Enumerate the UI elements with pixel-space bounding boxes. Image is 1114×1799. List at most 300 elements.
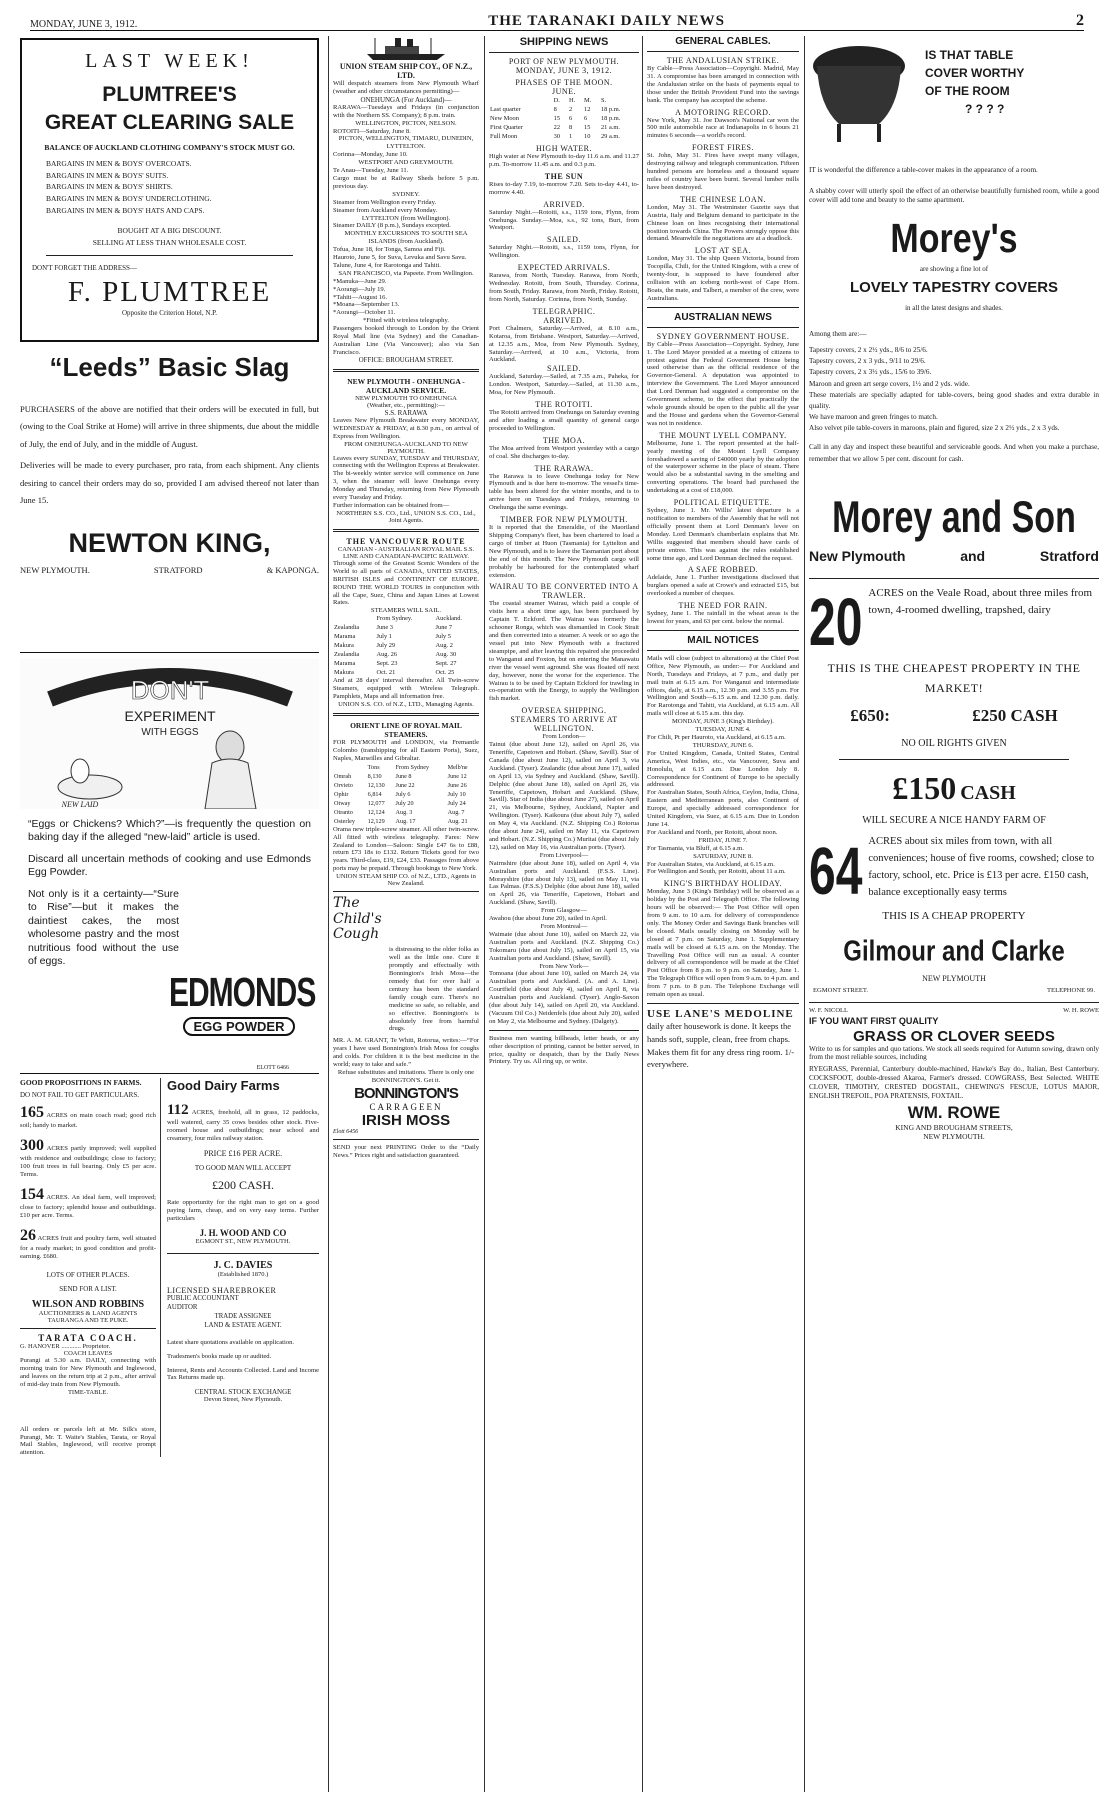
dairy-price: PRICE £16 PER ACRE.: [203, 1148, 283, 1158]
page-number: 2: [1076, 12, 1084, 29]
table-cell: 18 p.m.: [600, 106, 621, 113]
farms-column: [20, 1078, 161, 1457]
plumtree-headline-2: GREAT CLEARING SALE: [44, 111, 295, 134]
divider: [647, 307, 799, 308]
table-cell: Aug. 30: [435, 651, 457, 659]
cable-head: FOREST FIRES.: [692, 143, 754, 153]
overseas-head: OVERSEA SHIPPING.: [521, 706, 607, 716]
mail-body: Mails will close (subject to alterations) at the Chief Post Office, New Plymouth, as under:— For Auckland and North, Tuesdays and Fridays, at 7 p.m., and daily per mail train at 6.15 a.m. For Wanganui and intermediate offices, daily, at 6.15 a.m., 12.30 p.m. and 3.55 p.m. For Wellington and South—6.15 a.m. and 12.30 p.m. daily. For Rarotonga and Tahiti, via Auckland, at 6.15 a.m. All mails will close at 6.15 a.m. this day.: [647, 654, 799, 718]
morey-item: We have maroon and green fringes to match.: [809, 413, 938, 422]
table-cell: Zealandia: [334, 651, 360, 659]
union-line: Cargo must be at Railway Sheds before 5 p.m. previous day.: [333, 174, 479, 190]
onehunga-body: Leaves New Plymouth Breakwater every MONDAY, WEDNESDAY & FRIDAY, at 8.30 p.m., on arrival of Express from Wellington.: [333, 416, 479, 440]
bargain-item: BARGAINS IN MEN & BOYS' HATS AND CAPS.: [46, 205, 205, 215]
edmonds-ad: [20, 659, 319, 1074]
table-cell: Makura: [334, 642, 354, 650]
banner-text-2: EXPERIMENT: [124, 708, 216, 724]
holiday-head: KING'S BIRTHDAY HOLIDAY.: [663, 879, 783, 889]
table-cell: Ophir: [334, 790, 349, 798]
table-cell: Aug. 26: [376, 651, 398, 659]
table-row: [489, 123, 639, 132]
table-cell: Marama: [334, 633, 356, 641]
aus-item: [647, 431, 799, 495]
table-cell: Last quarter: [490, 106, 521, 113]
orient-body: FOR PLYMOUTH and LONDON, via Fremantle Colombo (transhipping for all Eastern Ports), Suez, Naples, Marseilles and Gibraltar.: [333, 739, 479, 762]
bargain-item: BARGAINS IN MEN & BOYS' OVERCOATS.: [46, 159, 192, 168]
from-liverpool: From Liverpool—: [539, 851, 589, 859]
table-row: [333, 808, 479, 817]
table-question: [925, 46, 1024, 118]
table-cell: June 26: [447, 781, 467, 789]
rowe-body-2: RYEGRASS, Perennial, Canterbury double-machined, Hawke's Bay do., Italian, Best Canterbury. COCKSFOOT, double-dressed Akaroa, Farmer's dressed. COWGRASS, Best Selected. WHITE CLOVER, TIMOTHY, CRESTED DOGSTAIL, CHEWING'S FESCUE, LOTUS MAJOR, ENGLISH TREFOIL, POA PRATENSIS, FOXTAIL.: [809, 1065, 1099, 1100]
davies-role: AUDITOR: [167, 1304, 198, 1312]
table-cell: Oct. 25: [435, 669, 455, 677]
table-header-cell: H.: [568, 97, 576, 104]
morey-p2: A shabby cover will utterly spoil the effect of an otherwise beautifully furnished room, while a good cover will add tone and beauty to the same apartment.: [809, 186, 1099, 204]
timber-head: TIMBER FOR NEW PLYMOUTH.: [500, 515, 628, 525]
tele-head: TELEGRAPHIC.: [532, 306, 596, 316]
gilmour-20-acres: [809, 585, 1099, 661]
union-line: RARAWA—Tuesdays and Fridays (in conjunction with the Northern SS. Company); 8 p.m. train.: [333, 103, 479, 119]
from-new-york: From New York—: [539, 962, 589, 970]
vancouver-foot: And at 28 days' interval thereafter. All Twin-screw Steamers, equipped with Wireless Telegraph. Pamphlets, Maps and all information free.: [333, 677, 479, 701]
dairy-accept: TO GOOD MAN WILL ACCEPT: [194, 1163, 292, 1172]
gilmour-150: [809, 770, 1099, 807]
dairy-listing: [167, 1101, 319, 1143]
farms-firm-loc: TAURANGA AND TE PUKE.: [47, 1317, 129, 1324]
table-cell: New Moon: [490, 115, 519, 122]
overseas-body: Tainui (due about June 12), sailed on April 26, via Teneriffe, Capetown and Hobart. (Shaw, Savill). Star of Canada (due about June 12), sailed on April 3, via Auckland. (Tyser). Zealandic (due about June 17), sailed on April 13, via Sydney and Auckland. (Shaw, Savill). Delphic (due about June 18), sailed on April 26, via Teneriffe, Capetown, Hobart and Auckland. (Shaw, Savill). Star of India (due about June 27), sailed on April 21, via Melbourne, Sydney, Auckland, Napier and Wellington. (Tyser). Kaikoura (due about July 7), sailed on May 4, via Auckland. (N.Z. Shipping Co.) Rotorua (due about June 24), sailed on May 11, via Capetown and Hobart. (N.Z. Shipping Co.) Muritai (due about July 12), sailed on May 16, via Australian ports. (Tyser).: [489, 741, 639, 851]
plumtree-name: F. PLUMTREE: [67, 276, 272, 309]
davies-licensed: LICENSED SHAREBROKER: [167, 1286, 277, 1296]
table-row: [333, 659, 479, 668]
aus-item: [647, 601, 799, 626]
union-line: *Moana—September 13.: [333, 301, 400, 309]
expected-head: EXPECTED ARRIVALS.: [517, 263, 611, 273]
table-cell: Oct. 21: [376, 669, 396, 677]
table-cell: Sept. 27: [435, 660, 457, 668]
table-cell: 15: [553, 115, 561, 122]
table-cell: June 22: [395, 781, 415, 789]
leeds-body-2: Deliveries will be made to every purchaser, pro rata, from each shipment. Any clients desiring to cancel their orders may do so, provided I am advised thereof not later than June 15.: [20, 460, 319, 506]
morey-location: New Plymouth: [809, 547, 906, 564]
table-cell: Orvieto: [334, 781, 353, 789]
vancouver-sail: STEAMERS WILL SAIL.: [370, 607, 442, 615]
cable-item: [647, 246, 799, 302]
cable-head: A MOTORING RECORD.: [675, 107, 771, 117]
arrived-body: Saturday Night.—Rotoiti, s.s., 1159 tons, Flynn, from Onehunga. Sunday.—Moa, s.s., 92 tons, Burt, from Westport.: [489, 208, 639, 232]
union-line: ROTOITI—Saturday, June 8.: [333, 127, 411, 135]
mail-item: MONDAY, JUNE 3 (King's Birthday).: [672, 718, 774, 726]
plumtree-ad: [20, 38, 319, 342]
aus-head: THE NEED FOR RAIN.: [678, 601, 768, 611]
column-2: [328, 36, 479, 1792]
union-title: UNION STEAM SHIP COY., OF N.Z., LTD.: [339, 62, 473, 80]
steamship-icon: [361, 36, 451, 62]
column-5: [804, 36, 1099, 1792]
divider: [809, 578, 1099, 579]
tarata-footer: All orders or parcels left at Mr. Silk's store, Purangi, Mr. T. Waite's Stables, Tarata, or Royal Mail Stables, Inglewood, will receive prompt attention.: [20, 1425, 156, 1457]
leeds-body-1: PURCHASERS of the above are notified that their orders will be executed in full, but (owing to the Coal Strike at Home) will arrive in three shipments, due about the middle of July, the end of July, and in the middle of August.: [20, 404, 319, 449]
aus-head: A SAFE ROBBED.: [687, 565, 759, 575]
table-row: [489, 105, 639, 114]
plumtree-selling: SELLING AT LESS THAN WHOLESALE COST.: [92, 238, 247, 248]
rotoiti-head: THE ROTOITI.: [535, 400, 593, 410]
table-row: [333, 799, 479, 808]
table-cell: Marama: [334, 660, 356, 668]
bonnington-script: The Child's Cough: [333, 895, 382, 942]
farm-acres: 300: [20, 1137, 44, 1155]
union-line: SAN FRANCISCO, via Papeete. From Wellington.: [338, 269, 474, 277]
rowe-right: W. H. ROWE: [1063, 1006, 1099, 1014]
morey-son-name: Morey and Son: [832, 492, 1076, 543]
table-cell: Aug. 21: [447, 817, 468, 825]
davies-role: TRADE ASSIGNEE: [214, 1313, 272, 1321]
table-cell: First Quarter: [490, 124, 523, 131]
union-line: WELLINGTON, PICTON, NELSON.: [355, 119, 457, 127]
mail-item: For United Kingdom, Canada, United States, Central America, West Indies, etc., via Vancouver, Suva and Honolulu, at 6.15 a.m. Due London July 8. Correspondence for Continent of Europe to be specially addressed.: [647, 749, 799, 789]
newton-king-name: NEWTON KING,: [68, 527, 271, 558]
table-cell: Otway: [334, 799, 351, 807]
shipping-phases: PHASES OF THE MOON.: [515, 78, 613, 87]
union-line: LYTTELTON (from Wellington).: [361, 214, 451, 222]
aus-head: POLITICAL ETIQUETTE.: [673, 498, 773, 508]
table-header-cell: Melb'ne: [447, 763, 468, 771]
table-leg: [837, 124, 841, 142]
union-line: Corinna—Monday, June 10.: [333, 151, 408, 159]
moa-body: The Moa arrived from Westport yesterday with a cargo of coal. She discharges to-day.: [489, 444, 639, 460]
vancouver-table: [333, 614, 479, 677]
column-3: [484, 36, 639, 1792]
morey-item: Tapestry covers, 2 x 3½ yds., 15/6 to 39/6.: [809, 368, 932, 377]
table-cell: 18 p.m.: [600, 115, 621, 122]
morey-showing: are showing a fine lot of: [919, 265, 989, 274]
union-line: *Aorangi—July 19.: [333, 285, 386, 293]
masthead-title: THE TARANAKI DAILY NEWS: [488, 13, 726, 29]
onehunga-weather: (Weather, etc., permitting):—: [367, 401, 445, 409]
question-line: ? ? ? ?: [965, 102, 1005, 116]
bonnington-brand: BONNINGTON'S: [354, 1084, 458, 1102]
cable-head: THE ANDALUSIAN STRIKE.: [666, 56, 780, 65]
moa-head: THE MOA.: [542, 435, 586, 445]
onehunga-sub: NEW PLYMOUTH TO ONEHUNGA: [355, 394, 457, 402]
tarata-body: Purangi at 5.30 a.m. DAILY, connecting with morning train for New Plymouth and Inglewood, and leaves on the return trip at 2 p.m., after arrival of mid-day train from New Plymouth.: [20, 1357, 156, 1388]
morey-locations: [809, 548, 1099, 564]
table-header: [333, 763, 479, 772]
bowl: [58, 775, 122, 799]
mail-item: For Australian States, via Auckland, at 6.15 a.m.: [647, 860, 775, 868]
davies-roles: [167, 1295, 319, 1330]
farm-listing: [20, 1185, 156, 1220]
table-cell: Omrah: [334, 772, 352, 780]
table-cell: Aug. 2: [435, 642, 453, 650]
banner-text-1: DON'T: [130, 675, 210, 705]
edmonds-illustration: [20, 659, 319, 809]
farms-sub: DO NOT FAIL TO GET PARTICULARS.: [20, 1091, 139, 1099]
table-cell: Makura: [334, 669, 354, 677]
morey-items: [809, 345, 1099, 434]
newton-king-places: [20, 565, 319, 575]
aus-head: SYDNEY GOVERNMENT HOUSE.: [656, 331, 790, 341]
farm-desc: ACRES fruit and poultry farm, well situated for a ready market; in good condition and profit-earning. £680.: [20, 1235, 156, 1261]
aus-body: By Cable—Press Association—Copyright. Sydney, June 1. The Lord Mayor presided at a meeting of citizens to protest against the Federal Government House being used otherwise than as the official residence of the Governor-General. A deputation was appointed to interview the Government. The Lord Mayor announced that Lord Denman had suggested a compromise on the Government scheme, to the effect that practically the whole grounds should be open to the public all the year and the House and gardens when the Governor-General was not in residence.: [647, 340, 799, 427]
rowe-title: GRASS OR CLOVER SEEDS: [853, 1027, 1055, 1045]
table-cell: July 10: [447, 790, 466, 798]
sailed-head: SAILED.: [547, 235, 581, 245]
divider: [839, 759, 1069, 760]
rowe-name: WM. ROWE: [907, 1103, 1001, 1123]
cable-item: [647, 143, 799, 192]
divider: [167, 1253, 319, 1254]
bonnington-refuse: Refuse substitutes and imitations. There is only one BONNINGTON'S. Get it.: [337, 1068, 475, 1084]
aus-item: [647, 332, 799, 428]
davies-addr: Devon Street, New Plymouth.: [203, 1396, 283, 1404]
gilmour-cheap-2: THIS IS A CHEAP PROPERTY: [882, 909, 1026, 922]
tarata-timetable: TIME-TABLE.: [67, 1388, 109, 1396]
edmonds-question: “Eggs or Chickens? Which?”—is frequently the question on baking day if the alleged “new-laid” article is used.: [28, 818, 311, 844]
dairy-agent: J. H. WOOD AND CO: [199, 1228, 287, 1239]
farm-desc: ACRES on main coach road; good rich soil; handy to market.: [20, 1112, 156, 1130]
mail-item: FRIDAY, JUNE 7.: [698, 836, 748, 844]
gilmour-acres-number: 64: [809, 835, 863, 911]
gilmour-price: £650:: [850, 706, 890, 726]
leeds-title: “Leeds” Basic Slag: [49, 352, 290, 382]
morey-among: Among them are:—: [809, 330, 867, 339]
onehunga-details: Further information can be obtained from—: [333, 501, 450, 509]
table-cell: June 8: [395, 772, 412, 780]
divider: [647, 327, 799, 328]
farm-desc: ACRES partly improved; well supplied with residence and outbuildings; close to factory; 100 fruit trees in full bearing. Only £5 per acre. Terms.: [20, 1145, 156, 1179]
table-cell: 22: [553, 124, 561, 131]
vancouver-title: THE VANCOUVER ROUTE: [346, 536, 466, 546]
gilmour-acres-text: ACRES on the Veale Road, about three miles from town, 4-roomed dwelling, trapshed, dairy: [868, 586, 1093, 616]
cable-head: LOST AT SEA.: [694, 246, 752, 256]
plumtree-dont-forget: DON'T FORGET THE ADDRESS—: [32, 264, 137, 273]
davies-name: J. C. DAVIES: [213, 1260, 273, 1272]
cable-item: [647, 56, 799, 105]
plumtree-bought: BOUGHT AT A BIG DISCOUNT.: [117, 226, 222, 236]
table-row: [333, 772, 479, 781]
aus-title: AUSTRALIAN NEWS: [674, 311, 772, 323]
from-london: From London—: [542, 733, 586, 741]
davies-role: LAND & ESTATE AGENT.: [204, 1321, 282, 1329]
woman-dress: [205, 759, 256, 809]
mail-title: MAIL NOTICES: [687, 634, 759, 646]
aus-body: Sydney, June 1. Mr. Willis' latest departure is a notification to members of the Assembly that he will not officially present them at Lord Denman's levee on Monday. Lord Denman's chamberlain explains that Mr. Willis suggested that members should have cards of private entree. This was against the rules established some time ago, and Lord Denman declined the request.: [647, 507, 799, 562]
rowe-addr-1: KING AND BROUGHAM STREETS,: [895, 1123, 1013, 1133]
farms-firm: WILSON AND ROBBINS: [31, 1299, 145, 1310]
table-cell: 2: [568, 106, 573, 113]
bargain-item: BARGAINS IN MEN & BOYS' SHIRTS.: [46, 182, 173, 192]
from-montreal: From Montreal—: [540, 922, 588, 930]
egg: [71, 759, 89, 783]
tarata-coach: COACH LEAVES: [63, 1350, 113, 1357]
table-cell: July 6: [395, 790, 411, 798]
dairy-rate: Rate opportunity for the right man to get on a good paying farm, cheap, and on very easy terms. Further particulars: [167, 1198, 319, 1222]
shipping-june: JUNE.: [551, 87, 577, 96]
gilmour-64-acres: [809, 834, 1099, 911]
table-cell: 21 a.m.: [600, 124, 620, 131]
table-illustration: [809, 36, 909, 146]
montreal-body: Waimate (due about June 10), sailed on March 22, via Australian ports and Auckland. (N.Z. Shipping Co.) Tokomaru (due about July 15), sailed on April 15, via Australian ports and Auckland. (Shaw, Savill).: [489, 930, 639, 962]
orient-table: [333, 763, 479, 826]
table-cover-art: [809, 36, 1099, 156]
table-cell: 6: [584, 115, 588, 122]
masthead-date: MONDAY, JUNE 3, 1912.: [30, 19, 138, 30]
table-cell: Zealandia: [334, 624, 360, 632]
edmonds-artist: ELOTT 6466: [256, 1065, 289, 1071]
union-onehunga: ONEHUNGA (For Auckland)—: [360, 95, 452, 104]
gilmour-street: EGMONT STREET.: [813, 986, 869, 994]
table-header: [333, 614, 479, 623]
rowe-header: [809, 1007, 1099, 1014]
table-cell: Full Moon: [490, 133, 518, 140]
morey-item: Tapestry covers, 2 x 2½ yds., 8/6 to 25/6.: [809, 346, 928, 355]
table-cell: 12,077: [367, 799, 385, 807]
table-cell: 12,129: [367, 817, 385, 825]
union-line: *Aorangi—October 11.: [333, 309, 396, 317]
divider: [647, 630, 799, 631]
gilmour-secure: WILL SECURE A NICE HANDY FARM OF: [862, 815, 1046, 827]
aus-body: Adelaide, June 1. Further investigations disclosed that burglars opened a safe at Crowe's and extracted £15, but overlooked a number of cheques.: [647, 574, 799, 598]
place: & KAPONGA.: [266, 564, 319, 575]
cable-body: London, May 31. The ship Queen Victoria, bound from Tocopilla, Chili, for the United Kingdom, with a crew of twenty-four, is supposed to have foundered after collision with an iceberg north-west of Cape Horn. Boats, the mate, and Talbert, a member of the crew, were Australians.: [647, 255, 799, 302]
morey-item: Also velvet pile table-covers in maroons, plain and figured, size 2 x 2½ yds., 2 x 3 yds.: [809, 424, 1060, 433]
table-row: [333, 668, 479, 677]
union-foot: Passengers booked through to London by the Orient Royal Mail line (via Sydney) and the Canadian-Australian Line (Via Vancouver); also via San Francisco.: [333, 325, 479, 356]
aus-item: [647, 498, 799, 562]
divider: [333, 1139, 479, 1140]
place: NEW PLYMOUTH.: [20, 564, 90, 575]
aus-body: Melbourne, June 1. The report presented at the half-yearly meeting of the Mount Lyell Company foreshadowed a saving of £40000 yearly by the adoption of the waterpower scheme in the place of steam. There would also be a substantial saving in the smelting and converting operations. The board had purchased the undertaking at a cost of £18,000.: [647, 439, 799, 495]
rowe-ad: [809, 1007, 1099, 1142]
tarata-prop: G. HANOVER ............ Proprietor.: [20, 1343, 111, 1350]
table-row: [333, 641, 479, 650]
farm-desc: ACRES. An ideal farm, well improved; close to factory; splendid house and outbuildings. £10 per acre. Terms.: [20, 1194, 156, 1220]
edmonds-logo: [169, 971, 316, 1049]
vancouver-body: Through some of the Greatest Scenic Wonders of the World to all parts of CANADA, UNITED STATES, BRITISH ISLES and CONTINENT OF EUROPE. ROUND THE WORLD TOURS in conjunction with all the Cape, Suez, China and Japan Lines at Lowest Rates.: [333, 559, 479, 607]
table-cell: 8,130: [367, 772, 382, 780]
leeds-ad: [20, 352, 319, 653]
table-cell: 1: [568, 133, 573, 140]
column-1: [20, 36, 319, 1792]
aus-head: THE MOUNT LYELL COMPANY.: [659, 430, 787, 440]
dairy-agent-addr: EGMONT ST., NEW PLYMOUTH.: [195, 1238, 291, 1246]
farm-acres: 26: [20, 1227, 36, 1244]
farms-lots: LOTS OF OTHER PLACES.: [46, 1271, 130, 1279]
table-row: [333, 781, 479, 790]
printing-notice: SEND your next PRINTING Order to the “Daily News.” Prices right and satisfaction guaranteed.: [333, 1143, 479, 1159]
union-line: SYDNEY.: [392, 190, 420, 198]
dairy-cash: £200 CASH.: [211, 1177, 274, 1192]
table-cell: Aug. 7: [447, 808, 465, 816]
davies-p2: Tradesmen's books made up or audited.: [167, 1352, 272, 1360]
plumtree-headline-1: PLUMTREE'S: [102, 83, 237, 106]
farm-listing: [20, 1136, 156, 1179]
farm-acres: 165: [20, 1104, 44, 1121]
cable-item: [647, 108, 799, 141]
table-cell: Aug. 17: [395, 817, 416, 825]
cable-item: [647, 195, 799, 244]
farms-title: GOOD PROPOSITIONS IN FARMS.: [20, 1078, 142, 1087]
rowe-addr-2: NEW PLYMOUTH.: [923, 1132, 985, 1142]
question-line: IS THAT TABLE: [925, 48, 1014, 62]
table-cell: 6: [568, 115, 573, 122]
dairy-title: Good Dairy Farms: [167, 1078, 280, 1093]
gilmour-name: Gilmour and Clarke: [843, 934, 1065, 968]
edmonds-brand: EDMONDS: [169, 971, 316, 1016]
cables-title: GENERAL CABLES.: [675, 36, 771, 47]
arrived-head: ARRIVED.: [543, 199, 585, 209]
table-header-cell: From Sydney: [395, 763, 430, 771]
rowe-left: W. F. NICOLL: [809, 1006, 848, 1014]
table-row: [333, 632, 479, 641]
union-line: Steamer DAILY (8 p.m.), Sundays excepted.: [333, 222, 451, 230]
divider: [647, 650, 799, 651]
table-cell: 29 a.m.: [600, 133, 620, 140]
shipping-date: MONDAY, JUNE 3, 1912.: [515, 66, 613, 75]
table-header-cell: Auckland.: [435, 615, 462, 623]
bonnington-artist: Elott 6456: [333, 1128, 359, 1135]
table-row: [333, 790, 479, 799]
dairy-column: [167, 1078, 319, 1457]
farm-acres: 154: [20, 1186, 44, 1203]
ny-body: Tomoana (due about June 10), sailed on March 24, via Australian ports and Auckland. (A. and A. Line). Courtfield (due about July 4), sailed on April 8, via Australian ports and Auckland. (Tyser). Anglo-Saxon (due about July 14), sailed on April 20, via Auckland. (Vacuum Oil Co.) Neidenfels (due about July 20), sailed on May 2, via Melbourne and Sydney. (Dalgety).: [489, 970, 639, 1025]
woman-head: [216, 731, 244, 763]
gilmour-ad: [809, 585, 1099, 994]
onehunga-agents: NORTHERN S.S. CO., Ltd., UNION S.S. CO., Ltd., Joint Agents.: [336, 509, 476, 524]
rowe-want: IF YOU WANT FIRST QUALITY: [809, 1015, 939, 1026]
bottom-ads-row: [20, 1078, 319, 1457]
table-cell: 30: [553, 133, 561, 140]
mail-item: For Tasmania, via Bluff, at 6.15 a.m.: [647, 844, 744, 852]
davies-p3: Interest, Rents and Accounts Collected. Land and Income Tax Returns made up.: [167, 1366, 319, 1382]
union-line: Steamer from Auckland every Monday.: [333, 206, 438, 214]
table-cell: June 12: [447, 772, 467, 780]
gilmour-footer: [809, 987, 1099, 994]
table-header-cell: Tons: [367, 763, 380, 771]
table-cell: July 20: [395, 799, 414, 807]
table-cell: July 5: [435, 633, 451, 641]
mail-schedule: [647, 718, 799, 876]
table-row: [333, 650, 479, 659]
mail-item: SATURDAY, JUNE 8.: [693, 852, 753, 860]
davies-exchange: CENTRAL STOCK EXCHANGE: [194, 1388, 292, 1397]
table-row: [489, 132, 639, 141]
cable-body: St. John, May 31. Fires have swept many villages, destroying railway and telegraph communication. Fifteen hundred persons are homeless and a thousand square miles of country have been burnt. Several lumber mills have been destroyed.: [647, 152, 799, 191]
masthead: [30, 10, 1084, 31]
bonnington-brand-2: CARRAGEEN: [369, 1101, 443, 1112]
glasgow-body: Awahou (due about June 20), sailed in April.: [489, 915, 607, 923]
gilmour-price-row: [809, 706, 1099, 726]
egg-label: NEW LAID: [61, 800, 99, 809]
expected-body: Rarawa, from North, Tuesday. Rarawa, from North, Wednesday. Rotoiti, from South, Thursday. Corinna, from South, Friday. Rarawa, from North, Friday. Rotoiti, from North, Saturday. Corinna, from North, Sunday.: [489, 272, 639, 303]
tele-sailed: SAILED.: [547, 364, 581, 374]
table-cell: 8: [553, 106, 557, 113]
gilmour-cash: £250 CASH: [972, 706, 1058, 726]
bonnington-body: is distressing to the older folks as well as the little one. Cure it promptly and effectually with Bonnington's Irish Moss—the remedy that for over half a century has been the standard family cough cure. There's no medicine so safe, so reliable, and so effective. Bonnington's is absolutely free from harmful drugs.: [389, 946, 479, 1033]
question-line: OF THE ROOM: [925, 84, 1010, 98]
sun-body: Rises to-day 7.19, to-morrow 7.20. Sets to-day 4.41, to-morrow 4.40.: [489, 180, 639, 196]
vancouver-sub: CANADIAN - AUSTRALIAN ROYAL MAIL S.S. LINE AND CANADIAN-PACIFIC RAILWAY.: [337, 545, 475, 560]
cable-head: THE CHINESE LOAN.: [679, 194, 767, 204]
column-4: [642, 36, 799, 1792]
orient-foot: Orama new triple-screw steamer. All other twin-screw. All fitted with wireless telegraphy. Fares: New Zealand to London—Saloon: Single £47 6s to £88, return £73 18s to £132. Return Tickets good for two years. Third-class, £19, £24, £33. Passages from above ports may be prepaid. Through bookings to New York.: [333, 825, 479, 873]
table-header: [489, 96, 639, 105]
banner-text-3: WITH EGGS: [141, 727, 199, 738]
tele-sailed-body: Auckland, Saturday.—Sailed, at 7.35 a.m., Paheka, for London. Westport, Saturday.—Sailed, at 11.30 a.m., Moa, for New Plymouth.: [489, 373, 639, 397]
plumtree-bargain-list: [46, 158, 313, 216]
